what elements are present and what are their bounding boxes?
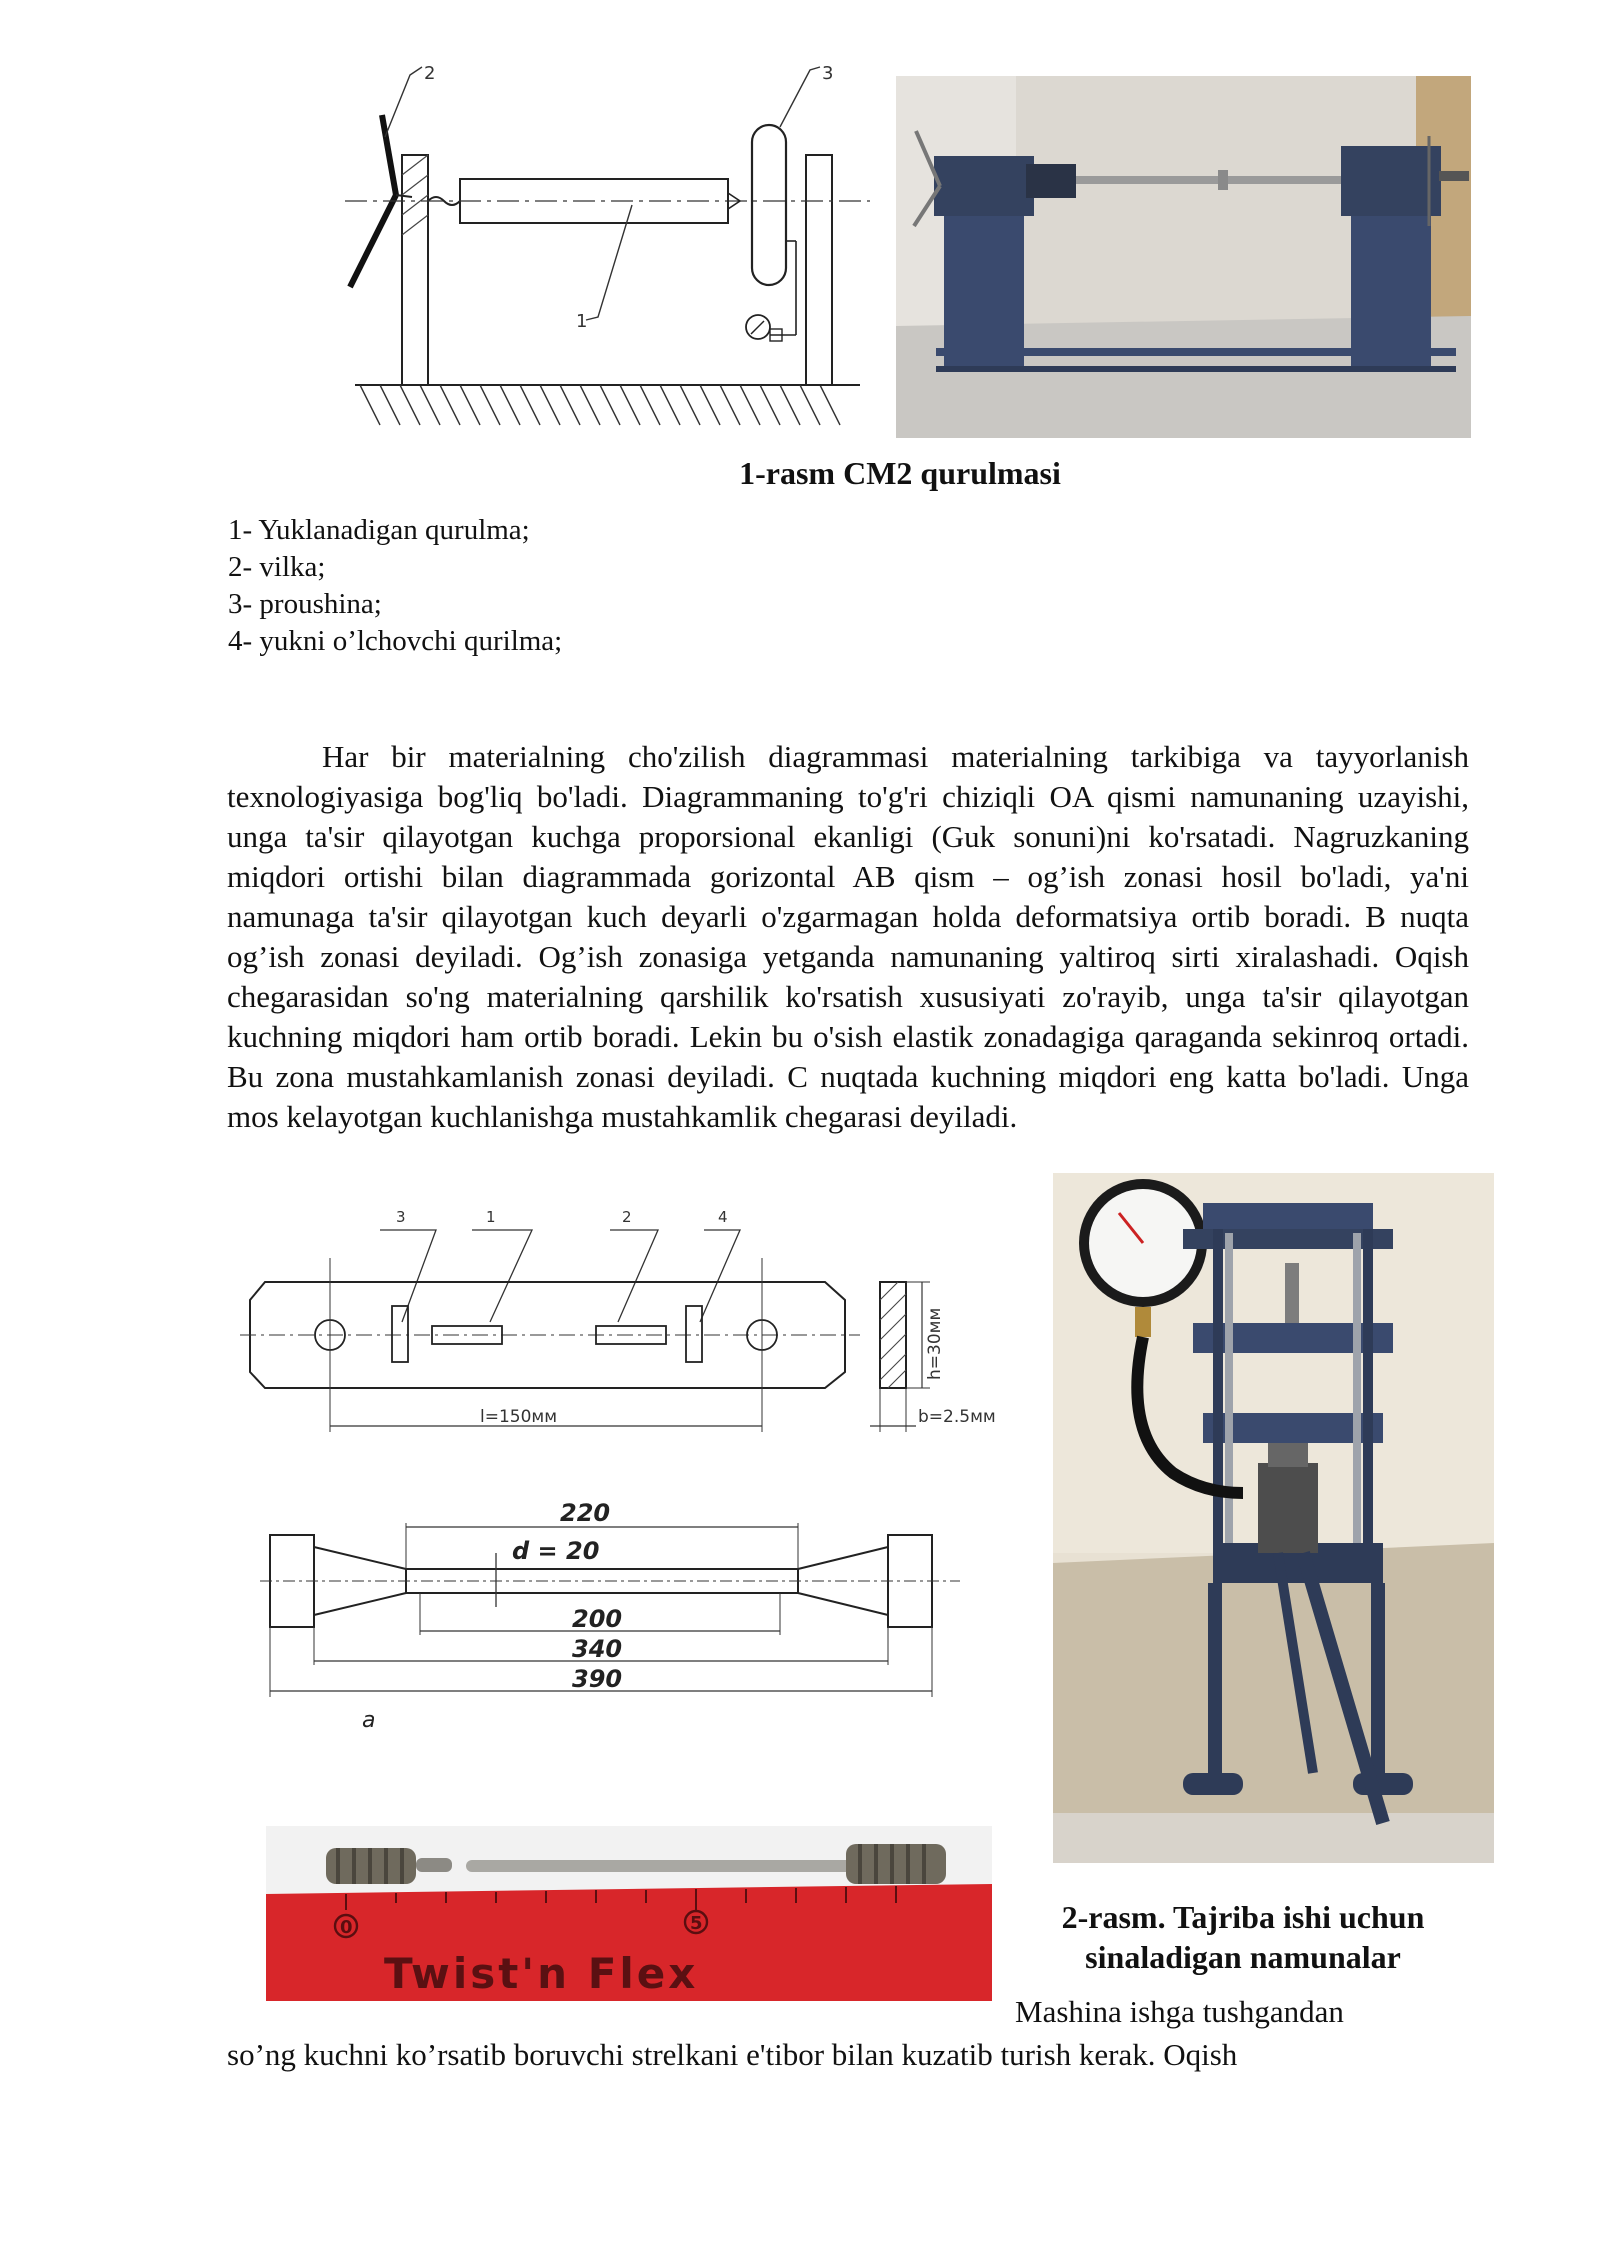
body-paragraph: Har bir materialning cho'zilish diagrammasi materialning tarkibiga va tayyorlanish texnologiyasiga bog'liq bo'ladi. Diagrammaning to'g'ri chiziqli OA qismi namunaning uzayishi, unga ta'sir qilayotgan kuchga proporsional ekanligi (Guk sonuni)ni ko'rsatadi. Nagruzkaning miqdori ortishi bilan diagrammada gorizontal AB qism – og’ish zonasi hosil bo'ladi, ya'ni namunaga ta'sir qilayotgan kuch deyarli o'zgarmagan holda deformatsiya ortib boradi. B nuqta og’ish zonasi deyiladi. Og’ish zonasiga yetganda namunaning yaltiroq sirti xiralashadi. Oqish chegarasidan so'ng materialning qarshilik ko'rsatish xususiyati zo'rayib, unga ta'sir qilayotgan kuchning miqdori ham ortib boradi. Lekin bu o'sish elastik zonadagiga qaraganda sekinroq ortadi. Bu zona mustahkamlanish zonasi deyiladi. C nuqtada kuchning miqdori eng katta bo'ladi. Unga mos kelayotgan kuchlanishga mustahkamlik chegarasi deyiladi. [227, 739, 1469, 1134]
closing-line-1: Mashina ishga tushgandan [1015, 1994, 1344, 2029]
cm2-schematic-drawing [340, 55, 870, 440]
figure1-legend [228, 512, 562, 660]
cm2-device-photo [896, 76, 1471, 438]
dim-200: 200 [572, 1605, 623, 1633]
figure1-caption: 1-rasm CM2 qurulmasi [739, 455, 1061, 491]
diagram-label-1: 1 [576, 311, 588, 332]
specimen-on-ruler-photo [266, 1826, 992, 2001]
diagram-label-2: 2 [424, 63, 436, 84]
legend-item-3: 3- proushina; [228, 588, 382, 620]
legend-item-4: 4- yukni o’lchovchi qurilma; [228, 625, 563, 657]
dim-390: 390 [572, 1665, 623, 1693]
ruler-number-5: 5 [690, 1913, 703, 1934]
closing-line-2: so’ng kuchni ko’rsatib boruvchi strelkani e'tibor bilan kuzatib turish kerak. Oqish [227, 2037, 1238, 2072]
figure2-caption-line1: 2-rasm. Tajriba ishi uchun [1061, 1899, 1425, 1935]
legend-item-1: 1- Yuklanadigan qurulma; [228, 514, 530, 546]
flat-specimen-drawing [240, 1200, 1030, 1450]
tensile-press-photo [1053, 1173, 1494, 1863]
diameter-label: d = 20 [512, 1537, 600, 1565]
length-dimension: l=150мм [480, 1407, 558, 1427]
sub-figure-label: a [362, 1708, 376, 1733]
diagram-label-3: 3 [822, 63, 834, 84]
round-specimen-drawing [260, 1475, 980, 1735]
specimen-label-2: 2 [622, 1208, 632, 1226]
specimen-label-3: 3 [396, 1208, 406, 1226]
legend-item-2: 2- vilka; [228, 551, 326, 583]
figure2-caption-line2: sinaladigan namunalar [1085, 1939, 1401, 1975]
figure2-caption [1013, 1897, 1473, 1977]
thickness-dimension: b=2.5мм [918, 1407, 996, 1427]
ruler-brand-text: Twist'n Flex [384, 1949, 699, 1998]
height-dimension: h=30мм [925, 1307, 945, 1380]
specimen-label-1: 1 [486, 1208, 496, 1226]
specimen-label-4: 4 [718, 1208, 728, 1226]
ruler-number-0: 0 [340, 1917, 353, 1938]
dim-340: 340 [572, 1635, 623, 1663]
dim-220: 220 [560, 1499, 611, 1527]
